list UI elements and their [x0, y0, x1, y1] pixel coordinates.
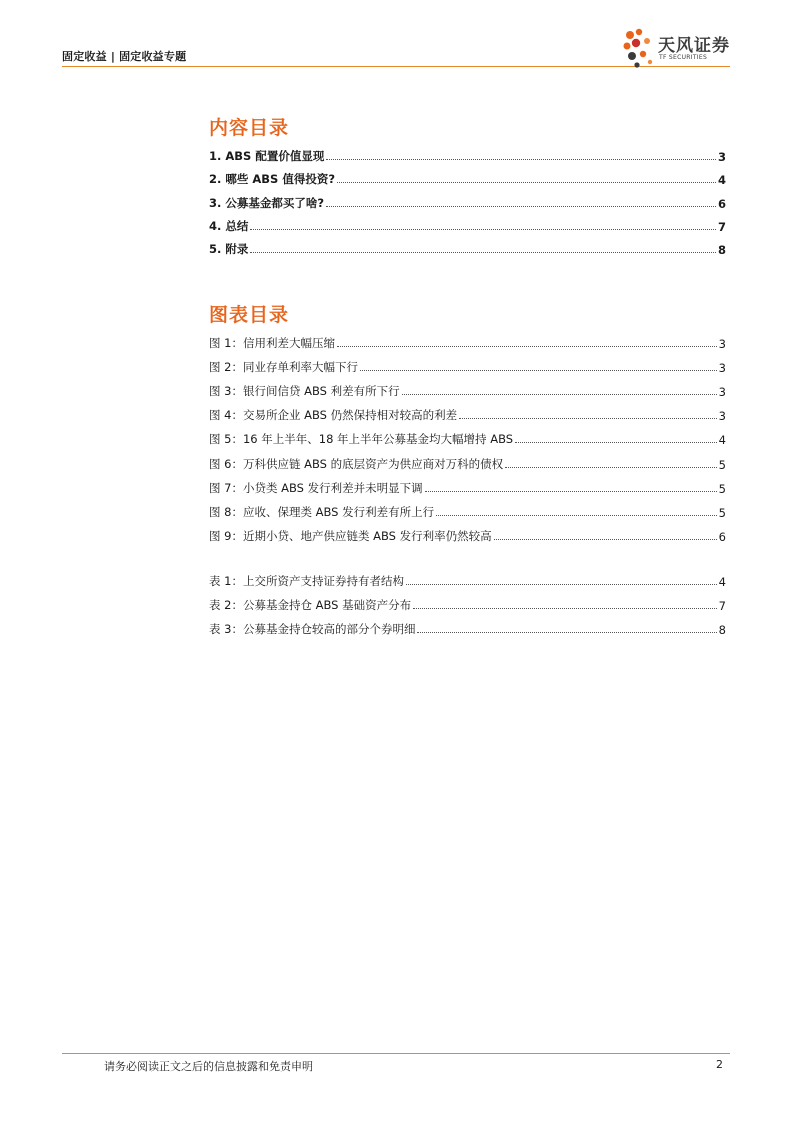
toc-leader [337, 346, 717, 347]
toc-item-page: 8 [717, 242, 726, 257]
figure-item-page: 3 [718, 409, 726, 424]
logo-name: 天风证券 [658, 36, 730, 56]
table-item-page: 8 [718, 623, 726, 638]
toc-item[interactable] [209, 187, 726, 210]
toc-leader [425, 491, 717, 492]
table-item-page: 4 [718, 575, 726, 590]
figure-item[interactable] [209, 520, 726, 544]
company-logo [622, 26, 734, 70]
toc-item-page: 3 [717, 150, 726, 165]
toc-leader [413, 608, 717, 609]
figure-item[interactable] [209, 423, 726, 447]
figure-item-label: 图 4：交易所企业 ABS 仍然保持相对较高的利差 [209, 408, 458, 423]
table-item-label: 表 2：公募基金持仓 ABS 基础资产分布 [209, 598, 412, 613]
figure-item[interactable] [209, 351, 726, 375]
figures-title: 图表目录 [209, 304, 290, 326]
toc-item-page: 4 [717, 173, 726, 188]
figure-item[interactable] [209, 375, 726, 399]
toc-leader [515, 442, 717, 443]
toc-item-label: 4. 总结 [209, 218, 249, 233]
toc-leader [360, 370, 717, 371]
logo-subtitle: TF SECURITIES [659, 54, 708, 61]
table-item-label: 表 1：上交所资产支持证券持有者结构 [209, 574, 404, 589]
figure-item[interactable] [209, 447, 726, 471]
toc-item-label: 2. 哪些 ABS 值得投资? [209, 172, 335, 187]
toc-item-label: 1. ABS 配置价值显现 [209, 149, 325, 164]
figure-item-label: 图 2：同业存单利率大幅下行 [209, 360, 358, 375]
figure-item-label: 图 8：应收、保理类 ABS 发行利差有所上行 [209, 504, 435, 519]
figure-item-page: 3 [718, 361, 726, 376]
table-item-label: 表 3：公募基金持仓较高的部分个券明细 [209, 622, 416, 637]
contents-title: 内容目录 [209, 117, 290, 139]
figure-item-page: 5 [718, 481, 726, 496]
figure-item-label: 图 1：信用利差大幅压缩 [209, 336, 335, 351]
toc-leader [402, 394, 717, 395]
contents-list [209, 141, 726, 257]
figures-list [209, 327, 726, 544]
toc-leader [436, 515, 717, 516]
figure-item-page: 3 [718, 385, 726, 400]
figure-item-label: 图 9：近期小贷、地产供应链类 ABS 发行利率仍然较高 [209, 528, 492, 543]
table-item-page: 7 [718, 599, 726, 614]
toc-leader [326, 206, 716, 207]
toc-item[interactable] [209, 211, 726, 234]
toc-leader [459, 418, 717, 419]
footer-disclaimer: 请务必阅读正文之后的信息披露和免责申明 [104, 1060, 313, 1073]
footer-divider [62, 1053, 730, 1054]
figure-item-page: 3 [718, 337, 726, 352]
figure-item-page: 6 [718, 529, 726, 544]
logo-mark-icon [622, 26, 658, 70]
figure-item-label: 图 5：16 年上半年、18 年上半年公募基金均大幅增持 ABS [209, 432, 514, 447]
toc-item-page: 7 [717, 219, 726, 234]
figure-item-page: 5 [718, 505, 726, 520]
figure-item[interactable] [209, 399, 726, 423]
toc-leader [250, 229, 716, 230]
toc-leader [250, 252, 716, 253]
table-item[interactable] [209, 589, 726, 613]
figure-item-page: 4 [718, 433, 726, 448]
toc-item-label: 3. 公募基金都买了啥? [209, 195, 325, 210]
figure-item-label: 图 3：银行间信贷 ABS 利差有所下行 [209, 384, 400, 399]
tables-list [209, 565, 726, 637]
toc-leader [505, 467, 717, 468]
toc-item[interactable] [209, 164, 726, 187]
toc-item[interactable] [209, 234, 726, 257]
toc-leader [494, 539, 717, 540]
toc-leader [417, 632, 716, 633]
toc-leader [406, 584, 717, 585]
figure-item-label: 图 6：万科供应链 ABS 的底层资产为供应商对万科的债权 [209, 456, 504, 471]
table-item[interactable] [209, 613, 726, 637]
header-breadcrumb: 固定收益 | 固定收益专题 [62, 50, 187, 63]
toc-item[interactable] [209, 141, 726, 164]
figure-item[interactable] [209, 496, 726, 520]
toc-item-page: 6 [717, 196, 726, 211]
table-item[interactable] [209, 565, 726, 589]
toc-leader [337, 182, 716, 183]
page-number: 2 [716, 1058, 723, 1071]
toc-item-label: 5. 附录 [209, 241, 249, 256]
toc-leader [326, 159, 716, 160]
figure-item[interactable] [209, 327, 726, 351]
figure-item-label: 图 7：小贷类 ABS 发行利差并未明显下调 [209, 480, 423, 495]
figure-item[interactable] [209, 472, 726, 496]
figure-item-page: 5 [718, 457, 726, 472]
